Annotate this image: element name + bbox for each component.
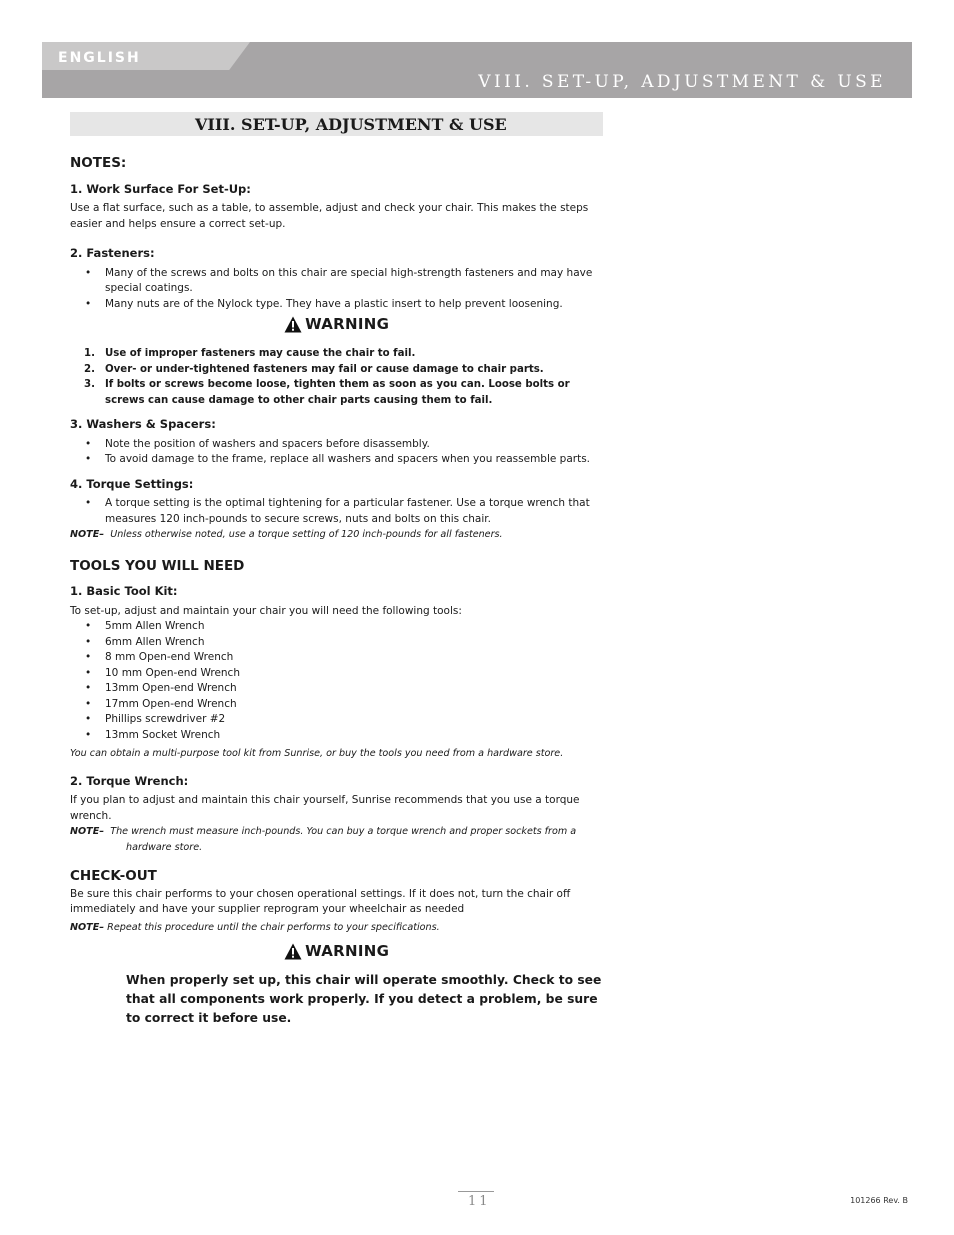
list-item: • To avoid damage to the frame, replace all washers and spacers when you reassemble parts. xyxy=(70,452,603,468)
list-item: • Many nuts are of the Nylock type. They have a plastic insert to help prevent loosening. xyxy=(70,297,603,313)
header-title: VIII. SET-UP, ADJUSTMENT & USE xyxy=(478,72,886,92)
torque-wrench-title: 2. Torque Wrench: xyxy=(70,773,189,788)
warning-text: Use of improper fasteners may cause the chair to fail. xyxy=(105,348,416,359)
tool-item: • 13mm Open-end Wrench xyxy=(70,681,603,697)
warning-item xyxy=(70,362,603,378)
checkout-note xyxy=(70,920,603,936)
warning-item xyxy=(70,377,603,408)
language-tab-label: ENGLISH xyxy=(58,50,141,66)
warning-text: If bolts or screws become loose, tighten them as soon as you can. Loose bolts or screws can cause damage to other chair parts causing them to fail. xyxy=(105,379,570,406)
warning-label: WARNING xyxy=(305,941,390,960)
section-title-bar xyxy=(70,112,603,136)
note-label: NOTE– xyxy=(70,921,105,933)
torque-settings-note xyxy=(70,527,603,543)
torque-settings-list xyxy=(70,496,603,527)
list-item: • A torque setting is the optimal tightening for a particular fastener. Use a torque wrench that measures 120 inch-pounds to secure screws, nuts and bolts on this chair. xyxy=(70,496,603,527)
warning-item xyxy=(70,346,603,362)
torque-settings-title: 4. Torque Settings: xyxy=(70,476,194,491)
tool-item: • 13mm Socket Wrench xyxy=(70,728,603,744)
work-surface-title: 1. Work Surface For Set-Up: xyxy=(70,181,251,196)
list-item: • Note the position of washers and spacers before disassembly. xyxy=(70,437,603,453)
washers-title: 3. Washers & Spacers: xyxy=(70,417,216,431)
note-text: Unless otherwise noted, use a torque setting of 120 inch-pounds for all fasteners. xyxy=(110,529,503,540)
basic-tool-kit-title: 1. Basic Tool Kit: xyxy=(70,584,178,598)
note-label: NOTE– xyxy=(70,529,105,540)
basic-tool-kit-intro: To set-up, adjust and maintain your chair you will need the following tools: xyxy=(70,604,462,617)
warning-text: Over- or under-tightened fasteners may fail or cause damage to chair parts. xyxy=(105,363,544,375)
warning-triangle-icon xyxy=(284,316,302,333)
warning-number: 3. xyxy=(84,379,95,390)
fasteners-list xyxy=(70,266,603,313)
tool-item: • Phillips screwdriver #2 xyxy=(70,712,603,728)
note-text: The wrench must measure inch-pounds. You can buy a torque wrench and proper sockets from a hardware store. xyxy=(110,826,577,853)
fasteners-title: 2. Fasteners: xyxy=(70,246,155,260)
checkout-heading: CHECK-OUT xyxy=(70,868,157,884)
tool-item: • 6mm Allen Wrench xyxy=(70,635,603,651)
document-number: 101266 Rev. B xyxy=(850,1196,908,1205)
warning-triangle-icon xyxy=(284,943,302,960)
section-title: VIII. SET-UP, ADJUSTMENT & USE xyxy=(195,115,507,134)
tools-heading: TOOLS YOU WILL NEED xyxy=(70,557,245,574)
note-label: NOTE– xyxy=(70,826,105,837)
note-text: Repeat this procedure until the chair performs to your specifications. xyxy=(107,921,440,933)
fastener-warnings-list xyxy=(70,346,603,408)
torque-wrench-text: If you plan to adjust and maintain this chair yourself, Sunrise recommends that you use a torque wrench. xyxy=(70,794,580,822)
page-number: 11 xyxy=(468,1194,491,1209)
footer-rule xyxy=(458,1191,494,1192)
washers-list xyxy=(70,437,603,468)
tool-item: • 8 mm Open-end Wrench xyxy=(70,650,603,666)
work-surface-text: Use a flat surface, such as a table, to assemble, adjust and check your chair. This makes the steps easier and helps ensure a correct set-up. xyxy=(70,202,589,230)
tool-list xyxy=(70,619,603,743)
warning-header xyxy=(70,316,603,336)
checkout-warning-text: When properly set up, this chair will operate smoothly. Check to see that all components work properly. If you detect a problem, be sure to correct it before use. xyxy=(126,973,602,1025)
checkout-text: Be sure this chair performs to your chosen operational settings. If it does not, turn the chair off immediately and have your supplier reprogram your wheelchair as needed xyxy=(70,887,571,915)
tool-item: • 5mm Allen Wrench xyxy=(70,619,603,635)
checkout-warning-header xyxy=(70,943,603,963)
notes-heading: NOTES: xyxy=(70,155,127,171)
list-item: • Many of the screws and bolts on this chair are special high-strength fasteners and may have special coatings. xyxy=(70,266,603,297)
tool-item: • 10 mm Open-end Wrench xyxy=(70,666,603,682)
warning-number: 1. xyxy=(84,348,95,359)
torque-wrench-note xyxy=(70,824,603,855)
tool-item: • 17mm Open-end Wrench xyxy=(70,697,603,713)
warning-number: 2. xyxy=(84,363,95,375)
tool-kit-footnote: You can obtain a multi-purpose tool kit from Sunrise, or buy the tools you need from a hardware store. xyxy=(70,748,564,759)
main-content xyxy=(70,156,603,1028)
warning-label: WARNING xyxy=(305,314,390,333)
